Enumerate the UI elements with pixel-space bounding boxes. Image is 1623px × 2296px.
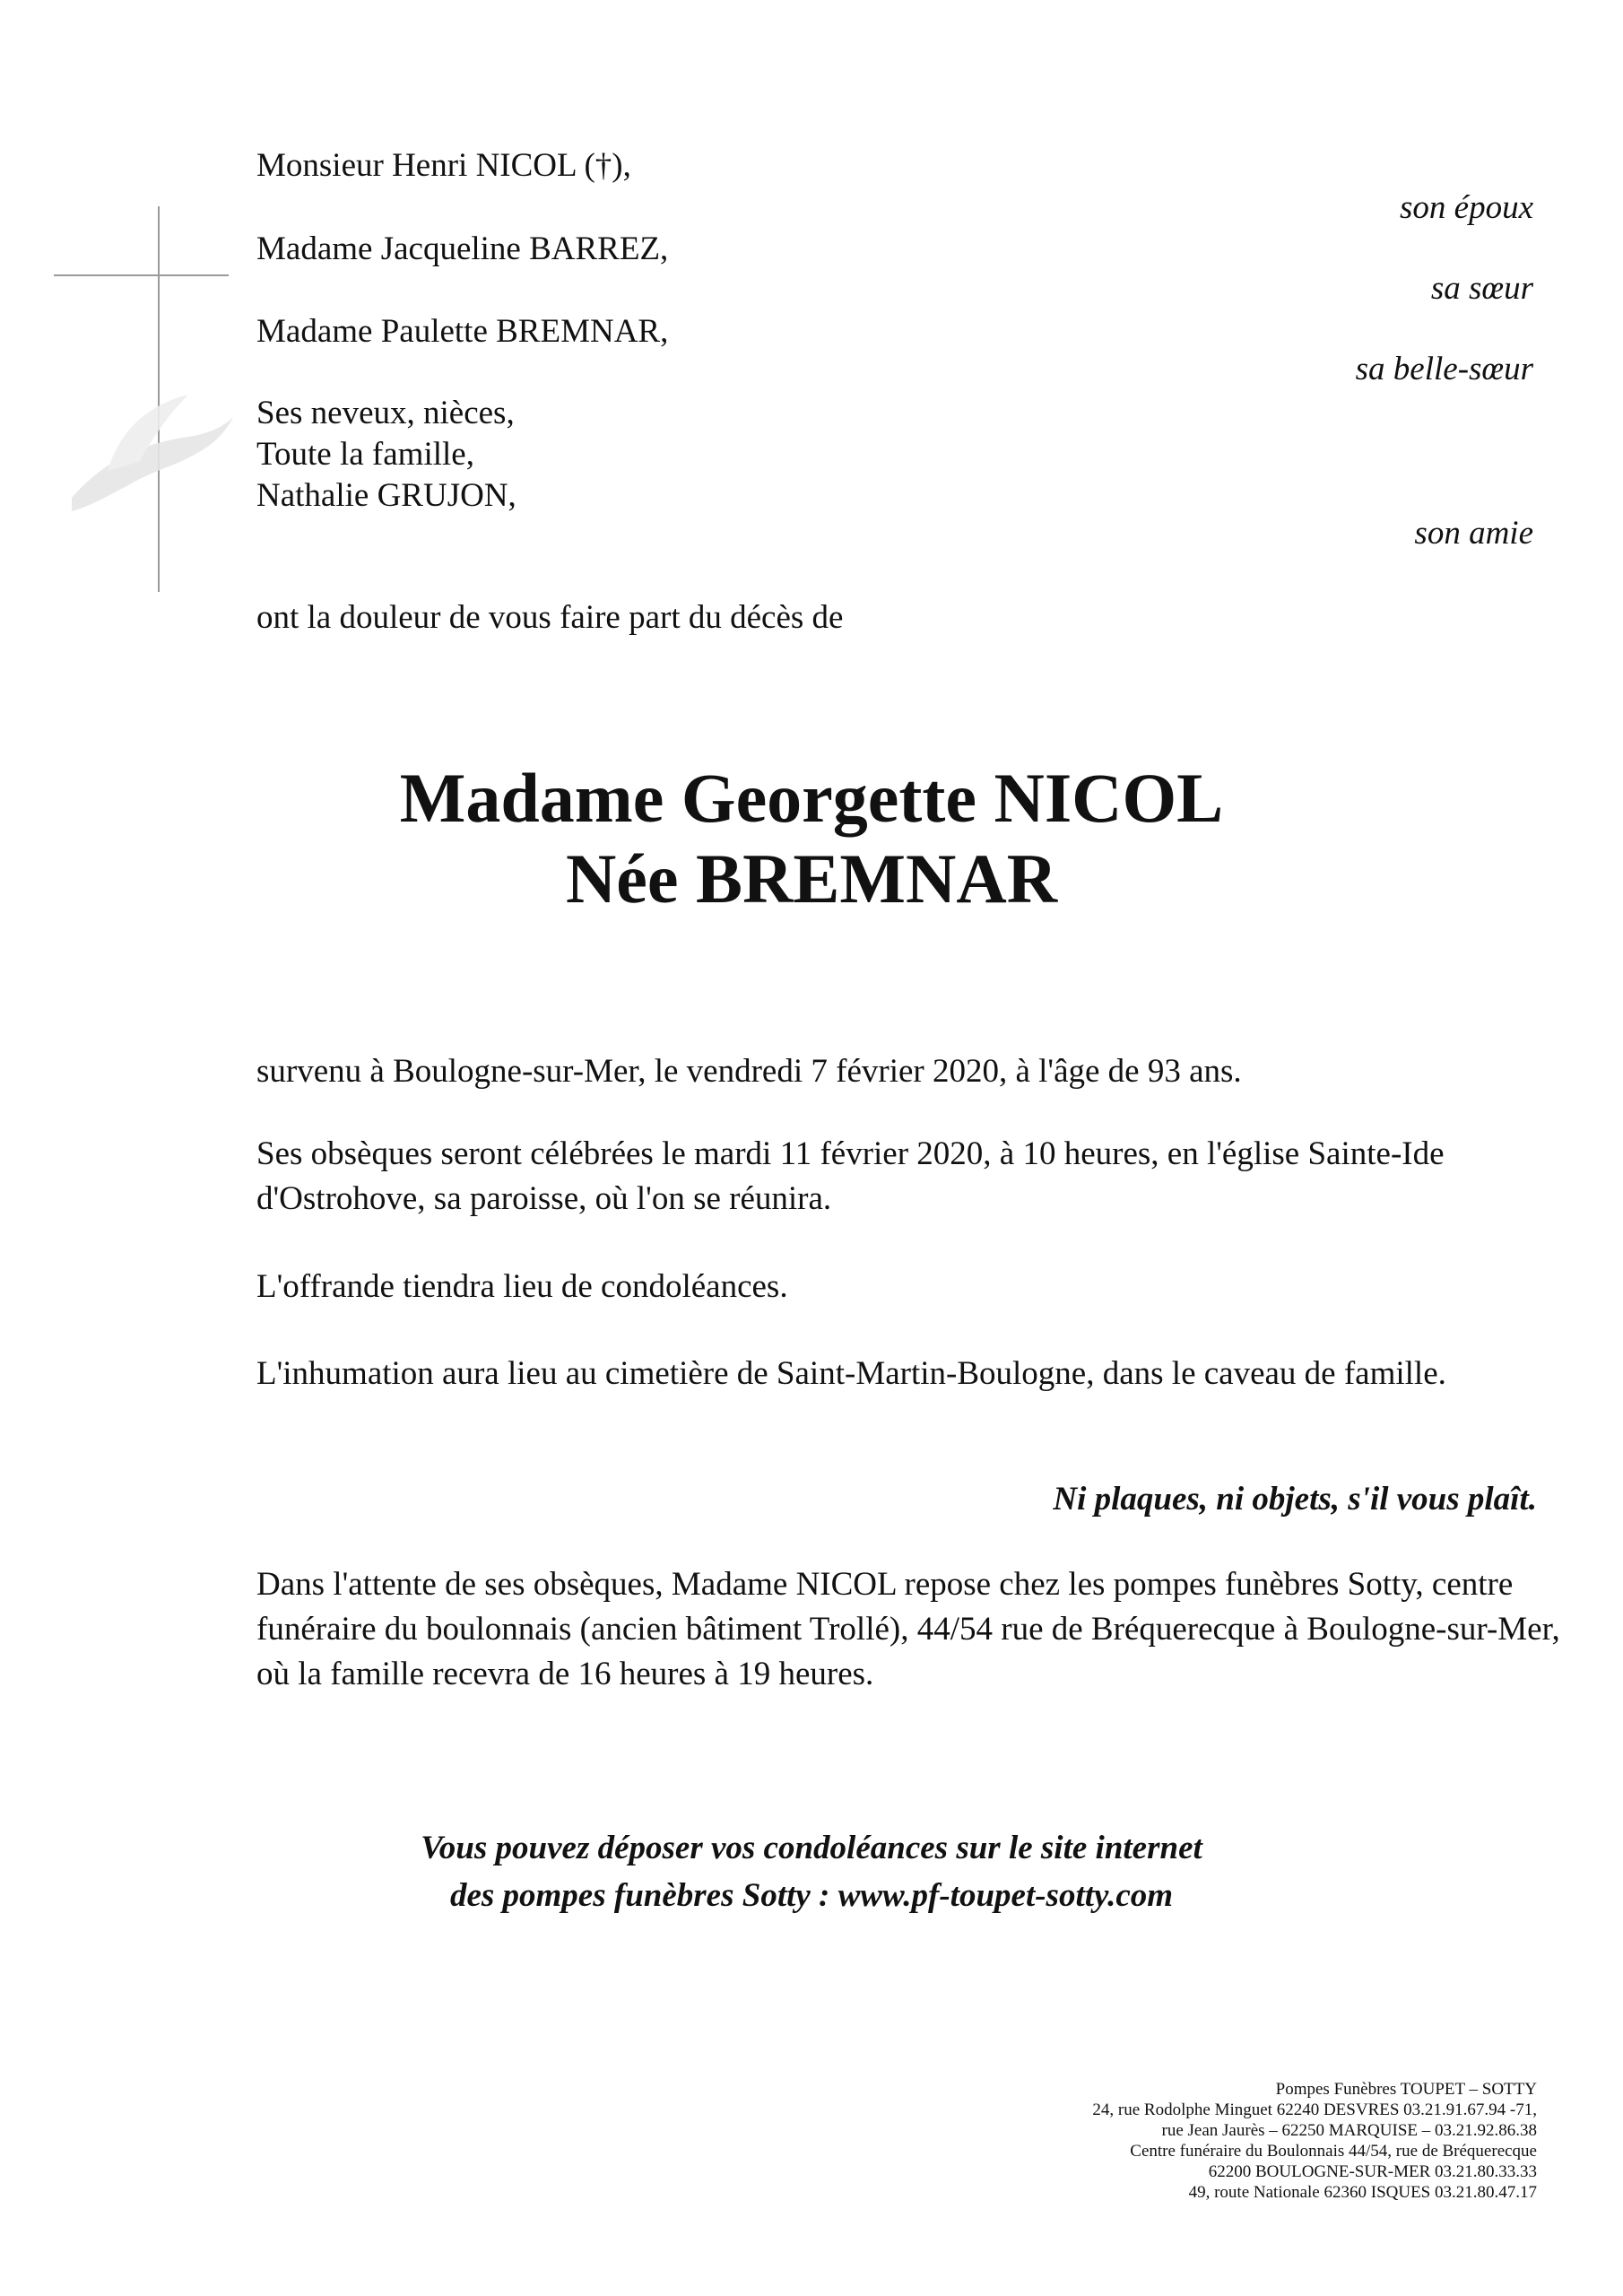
relation-1: son époux — [1400, 189, 1533, 226]
footer-line-1: Pompes Funèbres TOUPET – SOTTY — [1275, 2080, 1537, 2099]
intro-line: ont la douleur de vous faire part du décès de — [256, 599, 844, 636]
family-name-2: Madame Jacqueline BARREZ, — [256, 230, 669, 267]
footer-line-3: rue Jean Jaurès – 62250 MARQUISE – 03.21.92.86.38 — [1161, 2121, 1537, 2140]
family-name-4: Ses neveux, nièces, — [256, 395, 515, 431]
relation-2: sa sœur — [1430, 270, 1533, 307]
death-paragraph: survenu à Boulogne-sur-Mer, le vendredi 7 février 2020, à l'âge de 93 ans. — [256, 1053, 1242, 1090]
relation-4: son amie — [1414, 515, 1533, 552]
funeral-home-footer — [1092, 2079, 1537, 2203]
burial-paragraph: L'inhumation aura lieu au cimetière de Saint-Martin-Boulogne, dans le caveau de famille. — [256, 1355, 1446, 1392]
condolences-line-2: des pompes funèbres Sotty : www.pf-toupet-sotty.com — [449, 1877, 1174, 1914]
footer-line-5: 62200 BOULOGNE-SUR-MER 03.21.80.33.33 — [1208, 2162, 1537, 2181]
family-name-5: Toute la famille, — [256, 436, 474, 473]
deceased-maiden-name: Née BREMNAR — [565, 839, 1058, 918]
family-name-1: Monsieur Henri NICOL (†), — [256, 147, 631, 184]
cross-dove-ornament — [54, 202, 242, 596]
condolences-line-1: Vous pouvez déposer vos condoléances sur le site internet — [421, 1830, 1202, 1866]
offering-paragraph: L'offrande tiendra lieu de condoléances. — [256, 1268, 788, 1305]
family-name-3: Madame Paulette BREMNAR, — [256, 313, 669, 350]
footer-line-4: Centre funéraire du Boulonnais 44/54, rue de Bréquerecque — [1130, 2142, 1537, 2161]
footer-line-6: 49, route Nationale 62360 ISQUES 03.21.80.47.17 — [1188, 2183, 1537, 2202]
relation-3: sa belle-sœur — [1355, 351, 1533, 387]
family-name-6: Nathalie GRUJON, — [256, 477, 516, 514]
deceased-name: Madame Georgette NICOL — [399, 759, 1224, 837]
footer-line-2: 24, rue Rodolphe Minguet 62240 DESVRES 03.21.91.67.94 -71, — [1092, 2100, 1537, 2119]
dove-icon — [72, 395, 233, 511]
wake-paragraph: Dans l'attente de ses obsèques, Madame NICOL repose chez les pompes funèbres Sotty, centre funéraire du boulonnais (ancien bâtiment Trollé), 44/54 rue de Bréquerecque à Boulogne-sur-Mer, où la famille recevra de 16 heures à 19 heures. — [256, 1566, 1560, 1692]
funeral-paragraph: Ses obsèques seront célébrées le mardi 11 février 2020, à 10 heures, en l'église Sainte-Ide d'Ostrohove, sa paroisse, où l'on se réunira. — [256, 1135, 1445, 1217]
notice-line: Ni plaques, ni objets, s'il vous plaît. — [1053, 1481, 1537, 1518]
